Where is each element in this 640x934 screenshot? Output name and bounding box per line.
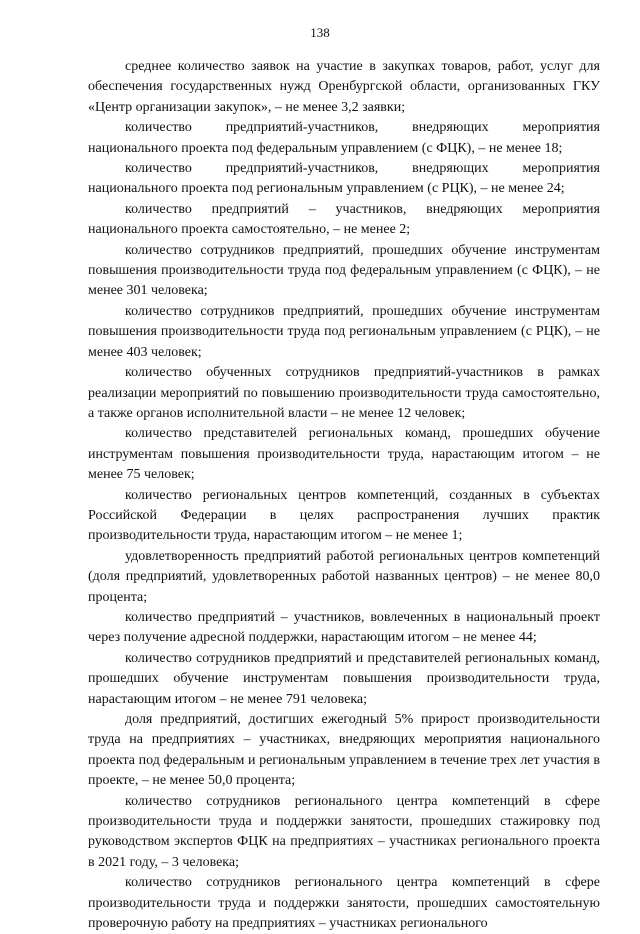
- paragraph: количество сотрудников предприятий и представителей региональных команд, прошедших обучение инструментам повышения производительности труда, нарастающим итогом – не менее 791 человека;: [88, 650, 600, 707]
- paragraph: количество предприятий – участников, внедряющих мероприятия национального проекта самостоятельно, – не менее 2;: [88, 201, 600, 238]
- paragraph: доля предприятий, достигших ежегодный 5% прирост производительности труда на предприятиях – участниках, внедряющих мероприятия национального проекта под федеральным и региональным управлением в течение трех лет участия в проекте, – не менее 50,0 процента;: [88, 712, 600, 789]
- page-number: 138: [310, 25, 330, 40]
- paragraph: количество предприятий-участников, внедряющих мероприятия национального проекта под федеральным управлением (с ФЦК), – не менее 18;: [88, 120, 600, 156]
- paragraph: удовлетворенность предприятий работой региональных центров компетенций (доля предприятий, удовлетворенных работой названных центров) – не менее 80,0 процента;: [88, 548, 600, 605]
- paragraph: количество региональных центров компетенций, созданных в субъектах Российской Федерации в целях распространения лучших практик производительности труда, нарастающим итогом – не менее 1;: [88, 487, 600, 544]
- paragraph: количество обученных сотрудников предприятий-участников в рамках реализации мероприятий по повышению производительности труда самостоятельно, а также органов исполнительной власти – не менее 12 человек;: [88, 365, 600, 421]
- paragraph: количество сотрудников предприятий, прошедших обучение инструментам повышения производительности труда под федеральным управлением (с ФЦК), – не менее 301 человека;: [88, 242, 600, 299]
- paragraph: количество предприятий-участников, внедряющих мероприятия национального проекта под региональным управлением (с РЦК), – не менее 24;: [88, 161, 600, 197]
- paragraph: количество сотрудников регионального центра компетенций в сфере производительности труда и поддержки занятости, прошедших стажировку под руководством экспертов ФЦК на предприятиях – участниках регионального проекта в 2021 году, – 3 человека;: [88, 793, 600, 870]
- document-body: [88, 57, 600, 934]
- paragraph: количество представителей региональных команд, прошедших обучение инструментам повышения производительности труда, нарастающим итогом – не менее 75 человек;: [88, 426, 600, 483]
- paragraph: количество сотрудников регионального центра компетенций в сфере производительности труда и поддержки занятости, прошедших самостоятельную проверочную работу на предприятиях – участниках регионального: [88, 875, 600, 932]
- paragraph: количество предприятий – участников, вовлеченных в национальный проект через получение адресной поддержки, нарастающим итогом – не менее 44;: [88, 609, 600, 646]
- paragraph: количество сотрудников предприятий, прошедших обучение инструментам повышения производительности труда под региональным управлением (с РЦК), – не менее 403 человек;: [88, 303, 600, 360]
- paragraph: среднее количество заявок на участие в закупках товаров, работ, услуг для обеспечения государственных нужд Оренбургской области, организованных ГКУ «Центр организации закупок», – не менее 3,2 заявки;: [88, 59, 600, 115]
